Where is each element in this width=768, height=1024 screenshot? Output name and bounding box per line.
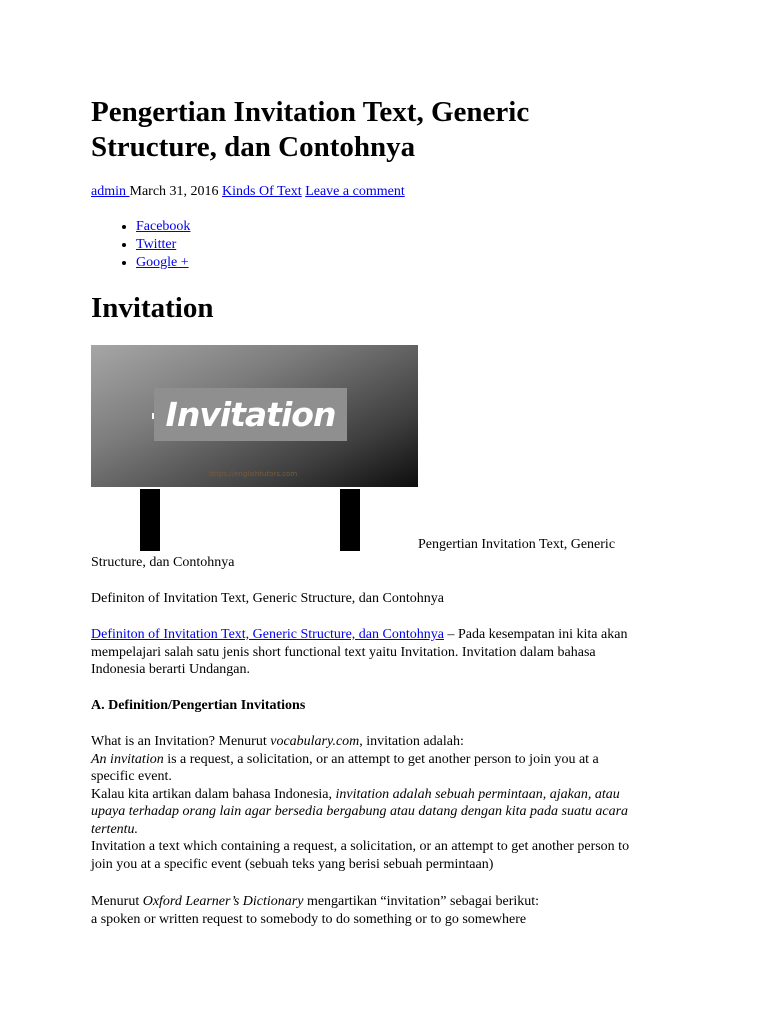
body-line-2 (91, 751, 681, 769)
share-item-twitter (136, 236, 190, 254)
facebook-link[interactable]: Facebook (136, 219, 191, 234)
share-item-facebook (136, 218, 190, 236)
billboard-post-right (340, 489, 360, 551)
image-caption-line1: Pengertian Invitation Text, Generic (418, 537, 616, 552)
oxford-line-1 (91, 893, 681, 911)
oxford-line-1-c: mengartikan “invitation” sebagai berikut: (303, 894, 540, 909)
post-date: March 31, 2016 (129, 184, 219, 199)
definition-link[interactable]: Definiton of Invitation Text, Generic Structure, dan Contohnya (91, 627, 444, 642)
definition-line: Definiton of Invitation Text, Generic Structure, dan Contohnya (91, 591, 444, 606)
oxford-paragraph (91, 893, 681, 928)
body-line-1-a: What is an Invitation? Menurut (91, 734, 271, 749)
category-link[interactable]: Kinds Of Text (222, 184, 302, 199)
body-line-6-italic: tertentu. (91, 821, 139, 837)
intro-line-1-rest: – Pada kesempatan ini kita akan (443, 627, 628, 642)
intro-line-2: mempelajari salah satu jenis short functional text yaitu Invitation. Invitation dalam bahasa (91, 644, 596, 660)
intro-paragraph (91, 626, 681, 679)
body-line-4-italic: invitation adalah sebuah permintaan, ajakan, atau (335, 786, 620, 802)
vocabulary-source: vocabulary.com (270, 734, 360, 749)
body-line-3: specific event. (91, 769, 172, 784)
leave-comment-link[interactable]: Leave a comment (305, 184, 405, 199)
body-line-5 (91, 803, 681, 821)
article-title: Pengertian Invitation Text, Generic Structure, dan Contohnya (91, 96, 530, 163)
body-line-1 (91, 733, 681, 751)
body-line-6 (91, 821, 681, 839)
share-list (91, 218, 190, 272)
intro-line-1 (91, 626, 681, 644)
twitter-link[interactable]: Twitter (136, 237, 177, 252)
article-meta (91, 183, 405, 200)
author-link[interactable] (91, 184, 130, 199)
billboard-post-left (140, 489, 160, 551)
body-line-4 (91, 786, 681, 804)
body-line-4-a: Kalau kita artikan dalam bahasa Indonesia, (91, 786, 336, 802)
an-invitation-term: An invitation (91, 751, 164, 767)
body-line-8: join you at a specific event (sebuah teks yang berisi sebuah permintaan) (91, 856, 494, 872)
section-heading: Invitation (91, 292, 214, 324)
body-line-1-c: , invitation adalah: (359, 734, 464, 749)
body-line-2-b: is a request, a solicitation, or an attempt to get another person to join you at a (163, 751, 599, 767)
invitation-billboard-image (91, 345, 418, 551)
definition-body (91, 733, 681, 873)
billboard-label: Invitation (154, 388, 347, 441)
definition-heading: A. Definition/Pengertian Invitations (91, 698, 306, 713)
oxford-line-2: a spoken or written request to somebody to do something or to go somewhere (91, 911, 527, 927)
google-plus-link[interactable]: Google + (136, 255, 189, 270)
body-line-7: Invitation a text which containing a request, a solicitation, or an attempt to get another person to (91, 839, 630, 854)
oxford-line-1-a: Menurut (91, 894, 143, 909)
intro-line-3: Indonesia berarti Undangan. (91, 662, 250, 677)
image-caption-line2: Structure, dan Contohnya (91, 555, 235, 570)
body-line-5-italic: upaya terhadap orang lain agar bersedia bergabung atau datang dengan kita pada suatu acara (91, 804, 629, 819)
author-name: admin (91, 184, 126, 199)
billboard-board (91, 345, 418, 487)
image-watermark: https://englishtutors.com (209, 470, 298, 478)
oxford-source: Oxford Learner’s Dictionary (142, 894, 304, 909)
share-item-google (136, 254, 190, 272)
